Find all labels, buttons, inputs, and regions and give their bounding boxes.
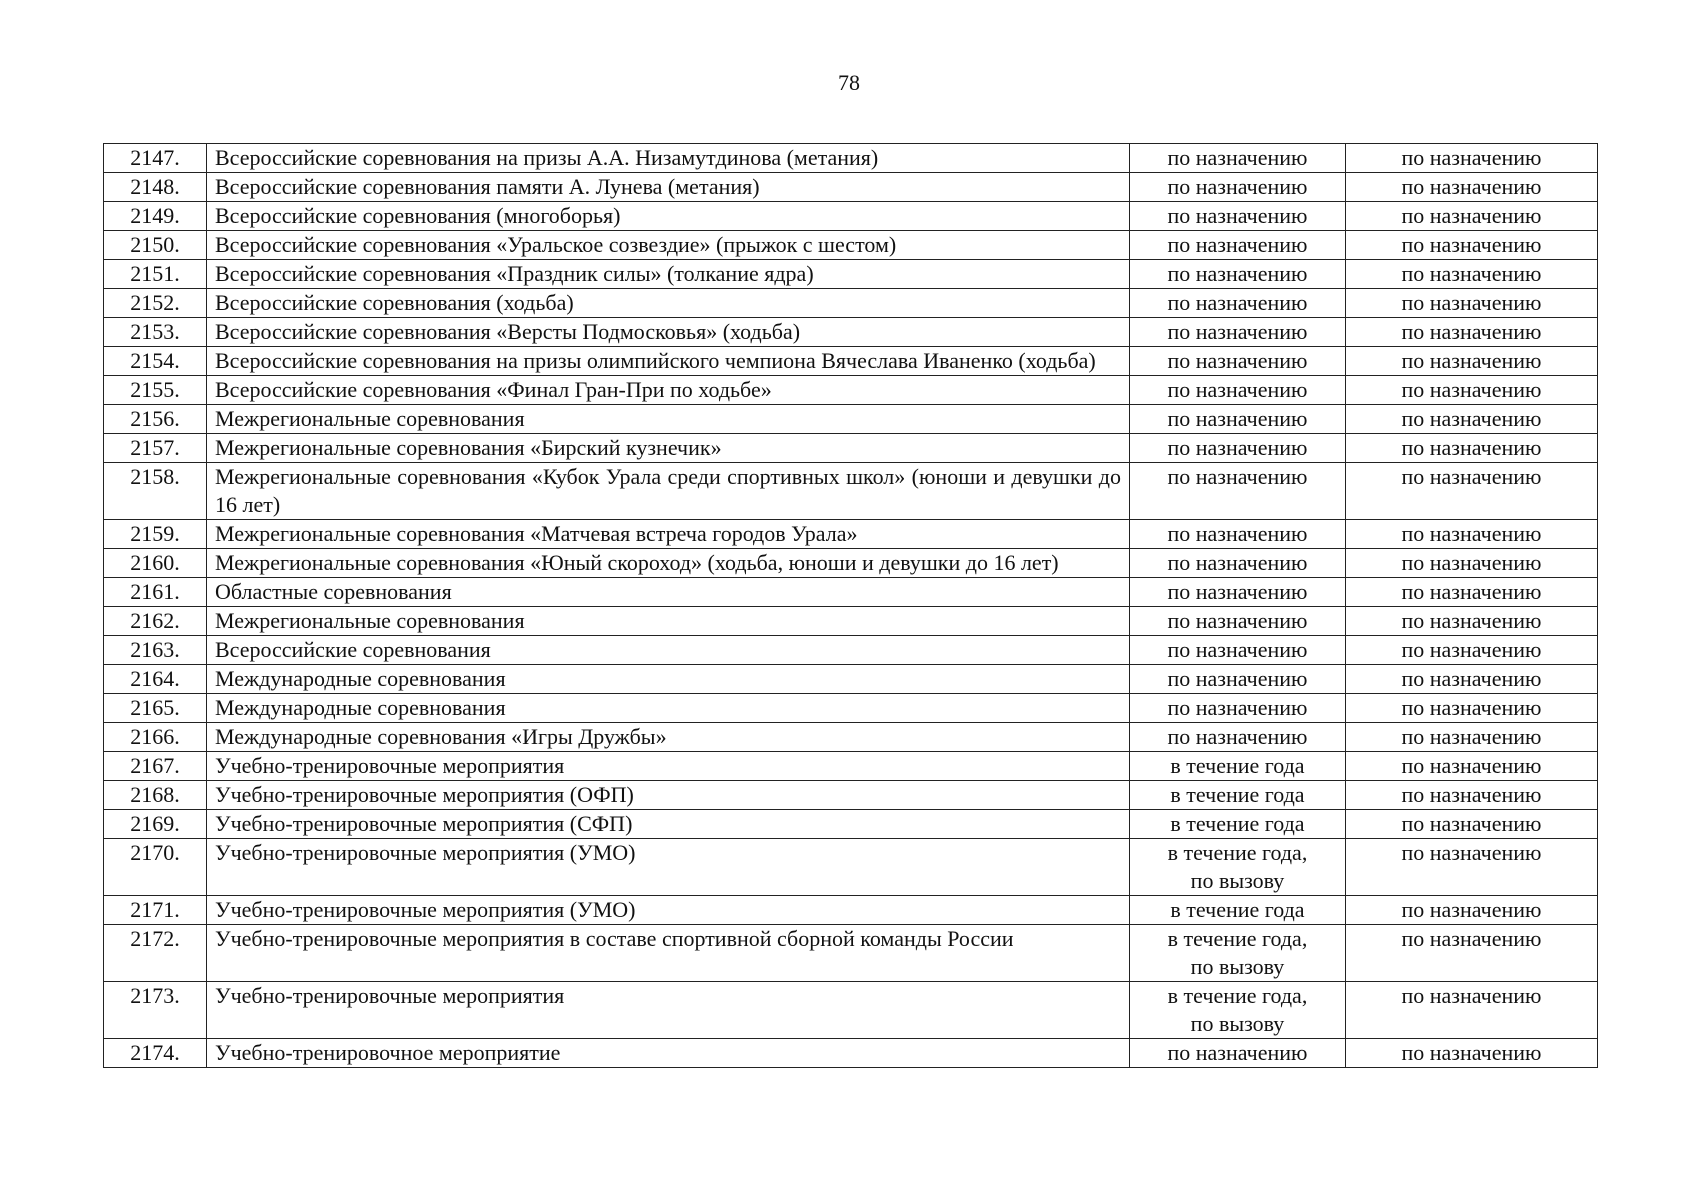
event-date-line: по назначению <box>1167 637 1308 662</box>
event-date <box>1130 231 1346 260</box>
row-number: 2161. <box>104 578 207 607</box>
table-row <box>104 231 1598 260</box>
event-date-line: в течение года <box>1170 811 1305 836</box>
table-row <box>104 781 1598 810</box>
table-row <box>104 144 1598 173</box>
event-date <box>1130 463 1346 520</box>
event-name: Всероссийские соревнования <box>207 636 1130 665</box>
event-name: Учебно-тренировочное мероприятие <box>207 1039 1130 1068</box>
event-date-line: по назначению <box>1167 666 1308 691</box>
table-row <box>104 636 1598 665</box>
event-name: Межрегиональные соревнования «Кубок Урала среди спортивных школ» (юноши и девушки до 16 лет) <box>207 463 1130 520</box>
events-table <box>103 143 1598 1068</box>
event-date <box>1130 202 1346 231</box>
event-place: по назначению <box>1346 463 1598 520</box>
event-date <box>1130 578 1346 607</box>
event-name: Всероссийские соревнования «Финал Гран-При по ходьбе» <box>207 376 1130 405</box>
event-place: по назначению <box>1346 839 1598 896</box>
event-name: Учебно-тренировочные мероприятия (ОФП) <box>207 781 1130 810</box>
event-date-line: по назначению <box>1167 579 1308 604</box>
event-name: Межрегиональные соревнования <box>207 405 1130 434</box>
event-date <box>1130 839 1346 896</box>
event-date <box>1130 144 1346 173</box>
event-date-line: по назначению <box>1167 608 1308 633</box>
event-place: по назначению <box>1346 665 1598 694</box>
table-row <box>104 607 1598 636</box>
event-place: по назначению <box>1346 694 1598 723</box>
event-place: по назначению <box>1346 173 1598 202</box>
event-place: по назначению <box>1346 260 1598 289</box>
event-name: Всероссийские соревнования «Версты Подмосковья» (ходьба) <box>207 318 1130 347</box>
event-place: по назначению <box>1346 752 1598 781</box>
page-number: 78 <box>838 70 860 95</box>
event-date-line: по назначению <box>1167 319 1308 344</box>
event-date-line: в течение года <box>1170 782 1305 807</box>
event-place: по назначению <box>1346 723 1598 752</box>
event-name: Международные соревнования <box>207 665 1130 694</box>
row-number: 2149. <box>104 202 207 231</box>
event-name: Всероссийские соревнования «Уральское созвездие» (прыжок с шестом) <box>207 231 1130 260</box>
event-date-line: в течение года, <box>1167 983 1308 1008</box>
event-date-line: по вызову <box>1190 1011 1285 1036</box>
table-row <box>104 982 1598 1039</box>
event-place: по назначению <box>1346 549 1598 578</box>
row-number: 2147. <box>104 144 207 173</box>
event-date <box>1130 982 1346 1039</box>
row-number: 2159. <box>104 520 207 549</box>
event-date-line: по назначению <box>1167 406 1308 431</box>
event-date <box>1130 434 1346 463</box>
table-row <box>104 810 1598 839</box>
row-number: 2167. <box>104 752 207 781</box>
event-date-line: в течение года, <box>1167 926 1308 951</box>
row-number: 2153. <box>104 318 207 347</box>
event-place: по назначению <box>1346 896 1598 925</box>
table-row <box>104 839 1598 896</box>
event-date <box>1130 636 1346 665</box>
table-row <box>104 405 1598 434</box>
event-name: Учебно-тренировочные мероприятия <box>207 982 1130 1039</box>
table-row <box>104 925 1598 982</box>
event-date-line: в течение года <box>1170 753 1305 778</box>
event-date-line: по вызову <box>1190 954 1285 979</box>
event-date-line: по назначению <box>1167 174 1308 199</box>
table-row <box>104 289 1598 318</box>
event-name: Межрегиональные соревнования «Юный скороход» (ходьба, юноши и девушки до 16 лет) <box>207 549 1130 578</box>
event-date <box>1130 1039 1346 1068</box>
event-place: по назначению <box>1346 607 1598 636</box>
event-place: по назначению <box>1346 434 1598 463</box>
event-date-line: по назначению <box>1167 290 1308 315</box>
table-body <box>104 144 1598 1068</box>
event-name: Межрегиональные соревнования <box>207 607 1130 636</box>
event-place: по назначению <box>1346 289 1598 318</box>
row-number: 2172. <box>104 925 207 982</box>
event-date-line: по назначению <box>1167 145 1308 170</box>
event-name: Межрегиональные соревнования «Матчевая встреча городов Урала» <box>207 520 1130 549</box>
event-place: по назначению <box>1346 231 1598 260</box>
event-date <box>1130 810 1346 839</box>
row-number: 2174. <box>104 1039 207 1068</box>
event-date-line: в течение года <box>1170 897 1305 922</box>
event-name: Всероссийские соревнования (многоборья) <box>207 202 1130 231</box>
event-date <box>1130 781 1346 810</box>
event-name: Международные соревнования <box>207 694 1130 723</box>
table-row <box>104 376 1598 405</box>
event-date-line: по назначению <box>1167 348 1308 373</box>
row-number: 2151. <box>104 260 207 289</box>
table-row <box>104 520 1598 549</box>
event-date-line: по назначению <box>1167 695 1308 720</box>
event-name: Учебно-тренировочные мероприятия <box>207 752 1130 781</box>
event-date <box>1130 405 1346 434</box>
event-date-line: по назначению <box>1167 521 1308 546</box>
event-date <box>1130 925 1346 982</box>
table-row <box>104 896 1598 925</box>
event-name: Учебно-тренировочные мероприятия (УМО) <box>207 896 1130 925</box>
event-date-line: в течение года, <box>1167 840 1308 865</box>
table-row <box>104 694 1598 723</box>
row-number: 2169. <box>104 810 207 839</box>
table-row <box>104 260 1598 289</box>
event-place: по назначению <box>1346 405 1598 434</box>
event-date-line: по назначению <box>1167 261 1308 286</box>
table-row <box>104 463 1598 520</box>
table-row <box>104 434 1598 463</box>
event-date-line: по назначению <box>1167 377 1308 402</box>
event-date <box>1130 347 1346 376</box>
row-number: 2164. <box>104 665 207 694</box>
event-date <box>1130 318 1346 347</box>
event-date-line: по назначению <box>1167 464 1308 489</box>
table-row <box>104 578 1598 607</box>
event-name: Всероссийские соревнования на призы А.А. Низамутдинова (метания) <box>207 144 1130 173</box>
event-date <box>1130 896 1346 925</box>
event-place: по назначению <box>1346 318 1598 347</box>
event-place: по назначению <box>1346 578 1598 607</box>
event-place: по назначению <box>1346 202 1598 231</box>
table-row <box>104 665 1598 694</box>
row-number: 2150. <box>104 231 207 260</box>
event-place: по назначению <box>1346 144 1598 173</box>
event-place: по назначению <box>1346 810 1598 839</box>
row-number: 2162. <box>104 607 207 636</box>
row-number: 2171. <box>104 896 207 925</box>
event-name: Международные соревнования «Игры Дружбы» <box>207 723 1130 752</box>
table-row <box>104 347 1598 376</box>
event-name: Учебно-тренировочные мероприятия (УМО) <box>207 839 1130 896</box>
event-date-line: по назначению <box>1167 1040 1308 1065</box>
row-number: 2166. <box>104 723 207 752</box>
event-name: Всероссийские соревнования памяти А. Лунева (метания) <box>207 173 1130 202</box>
event-name: Областные соревнования <box>207 578 1130 607</box>
event-place: по назначению <box>1346 1039 1598 1068</box>
event-place: по назначению <box>1346 781 1598 810</box>
table-row <box>104 202 1598 231</box>
row-number: 2156. <box>104 405 207 434</box>
event-place: по назначению <box>1346 982 1598 1039</box>
row-number: 2170. <box>104 839 207 896</box>
table-row <box>104 549 1598 578</box>
event-place: по назначению <box>1346 636 1598 665</box>
row-number: 2163. <box>104 636 207 665</box>
event-place: по назначению <box>1346 520 1598 549</box>
table-row <box>104 1039 1598 1068</box>
event-date <box>1130 549 1346 578</box>
event-date <box>1130 694 1346 723</box>
table-row <box>104 723 1598 752</box>
event-date <box>1130 607 1346 636</box>
row-number: 2154. <box>104 347 207 376</box>
event-date <box>1130 173 1346 202</box>
event-date-line: по назначению <box>1167 550 1308 575</box>
event-date-line: по назначению <box>1167 203 1308 228</box>
table-row <box>104 752 1598 781</box>
table-row <box>104 318 1598 347</box>
event-date <box>1130 289 1346 318</box>
event-name: Межрегиональные соревнования «Бирский кузнечик» <box>207 434 1130 463</box>
event-date-line: по назначению <box>1167 435 1308 460</box>
event-place: по назначению <box>1346 376 1598 405</box>
row-number: 2160. <box>104 549 207 578</box>
event-name: Всероссийские соревнования (ходьба) <box>207 289 1130 318</box>
event-date-line: по вызову <box>1190 868 1285 893</box>
event-name: Всероссийские соревнования на призы олимпийского чемпиона Вячеслава Иваненко (ходьба) <box>207 347 1130 376</box>
event-date-line: по назначению <box>1167 232 1308 257</box>
event-date <box>1130 665 1346 694</box>
event-date <box>1130 752 1346 781</box>
table-row <box>104 173 1598 202</box>
event-name: Учебно-тренировочные мероприятия (СФП) <box>207 810 1130 839</box>
event-date <box>1130 723 1346 752</box>
row-number: 2157. <box>104 434 207 463</box>
row-number: 2165. <box>104 694 207 723</box>
row-number: 2155. <box>104 376 207 405</box>
row-number: 2173. <box>104 982 207 1039</box>
event-date <box>1130 376 1346 405</box>
event-date <box>1130 260 1346 289</box>
row-number: 2158. <box>104 463 207 520</box>
event-date-line: по назначению <box>1167 724 1308 749</box>
row-number: 2148. <box>104 173 207 202</box>
row-number: 2168. <box>104 781 207 810</box>
event-name: Всероссийские соревнования «Праздник силы» (толкание ядра) <box>207 260 1130 289</box>
event-date <box>1130 520 1346 549</box>
event-place: по назначению <box>1346 925 1598 982</box>
event-place: по назначению <box>1346 347 1598 376</box>
row-number: 2152. <box>104 289 207 318</box>
event-name: Учебно-тренировочные мероприятия в составе спортивной сборной команды России <box>207 925 1130 982</box>
